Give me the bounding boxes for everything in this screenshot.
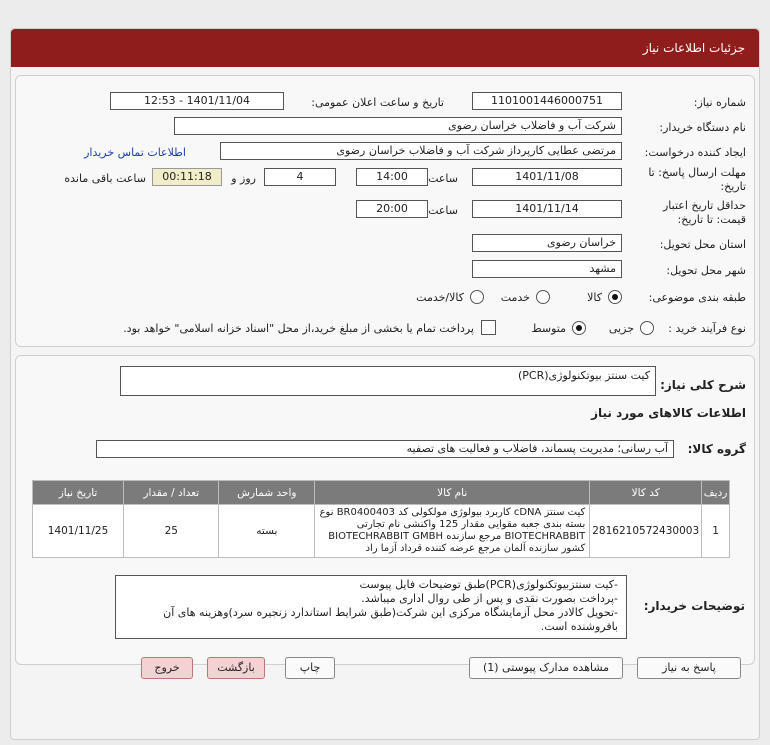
- deadline-time-field: 14:00: [356, 168, 428, 186]
- buyer-org-field: شرکت آب و فاضلاب خراسان رضوی: [174, 117, 622, 135]
- process-option-medium: متوسط: [531, 322, 566, 335]
- process-label: نوع فرآیند خرید :: [668, 322, 746, 335]
- buyer-notes-line: بافروشنده است.: [540, 620, 618, 633]
- header-row-number: ردیف: [702, 481, 730, 505]
- validity-time-label: ساعت: [428, 204, 458, 217]
- buyer-notes-line: -پرداخت بصورت نقدی و پس از طی روال اداری میباشد.: [361, 592, 618, 605]
- category-option-goods-service: کالا/خدمت: [416, 291, 464, 304]
- process-option-minor: جزیی: [608, 322, 634, 335]
- remaining-label: ساعت باقی مانده: [64, 172, 146, 185]
- cell-row-number: 1: [702, 505, 730, 558]
- header-goods-name: نام کالا: [315, 481, 590, 505]
- buyer-notes-label: توضیحات خریدار:: [643, 599, 745, 613]
- goods-info-title: اطلاعات کالاهای مورد نیاز: [591, 406, 746, 420]
- goods-group-label: گروه کالا:: [687, 442, 746, 456]
- deadline-label-2: تاریخ:: [720, 180, 746, 193]
- buyer-notes-box[interactable]: [115, 575, 627, 639]
- reply-button[interactable]: پاسخ به نیاز: [637, 657, 741, 679]
- treasury-payment-note: پرداخت تمام یا بخشی از مبلغ خرید،از محل "اسناد خزانه اسلامی" خواهد بود.: [123, 322, 474, 335]
- goods-table: [32, 480, 730, 558]
- goods-table-header: [33, 481, 730, 505]
- remaining-time-field: 00:11:18: [152, 168, 222, 186]
- category-option-service: خدمت: [500, 291, 530, 304]
- treasury-payment-checkbox[interactable]: [481, 320, 496, 335]
- requester-field: مرتضی عطایی کارپرداز شرکت آب و فاضلاب خراسان رضوی: [220, 142, 622, 160]
- province-label: استان محل تحویل:: [659, 238, 746, 251]
- process-radio-medium[interactable]: [572, 321, 586, 335]
- deadline-label: مهلت ارسال پاسخ: تا: [648, 166, 746, 179]
- deadline-time-label: ساعت: [428, 172, 458, 185]
- header-quantity: تعداد / مقدار: [124, 481, 219, 505]
- need-number-label: شماره نیاز:: [693, 96, 746, 109]
- province-field: خراسان رضوی: [472, 234, 622, 252]
- requester-label: ایجاد کننده درخواست:: [644, 146, 746, 159]
- attachments-button[interactable]: مشاهده مدارک پیوستی (1): [469, 657, 623, 679]
- announce-field: 1401/11/04 - 12:53: [110, 92, 284, 110]
- print-button[interactable]: چاپ: [285, 657, 335, 679]
- validity-label-2: قیمت: تا تاریخ:: [677, 213, 746, 226]
- window-title-text: جزئیات اطلاعات نیاز: [642, 41, 745, 55]
- need-number-field: 1101001446000751: [472, 92, 622, 110]
- city-label: شهر محل تحویل:: [666, 264, 746, 277]
- validity-time-field: 20:00: [356, 200, 428, 218]
- info-panel: [15, 75, 755, 347]
- general-desc-label: شرح کلی نیاز:: [660, 378, 746, 392]
- header-need-date: تاریخ نیاز: [33, 481, 124, 505]
- cell-goods-name: کیت سنتز cDNA کاربرد بیولوژی مولکولی کد BR0400403 نوع بسته بندی جعبه مقوایی مقدار 125 واکنشی نام تجارتی BIOTECHRABBIT مرجع سازنده BIOTECHRABBIT GMBH کشور سازنده آلمان مرجع عرضه کننده قرداد آزما راد: [315, 505, 590, 558]
- general-desc-field: کیت سنتز بیوتکنولوژی(PCR): [120, 366, 656, 396]
- header-goods-code: کد کالا: [590, 481, 702, 505]
- days-field: 4: [264, 168, 336, 186]
- category-radio-goods[interactable]: [608, 290, 622, 304]
- category-radio-goods-service[interactable]: [470, 290, 484, 304]
- table-row: [33, 505, 730, 558]
- buyer-notes-line: -تحویل کالادر محل آزمایشگاه مرکزی این شرکت(طبق شرایط استاندارد زنجیره سرد)وهزینه های آن: [163, 606, 618, 619]
- cell-unit: بسته: [219, 505, 315, 558]
- category-radio-service[interactable]: [536, 290, 550, 304]
- main-frame: [10, 28, 760, 740]
- validity-label: حداقل تاریخ اعتبار: [662, 199, 746, 212]
- category-label: طبقه بندی موضوعی:: [648, 291, 746, 304]
- announce-label: تاریخ و ساعت اعلان عمومی:: [311, 96, 444, 109]
- city-field: مشهد: [472, 260, 622, 278]
- back-button[interactable]: بازگشت: [207, 657, 265, 679]
- cell-quantity: 25: [124, 505, 219, 558]
- window-title: [11, 29, 759, 67]
- exit-button[interactable]: خروج: [141, 657, 193, 679]
- cell-need-date: 1401/11/25: [33, 505, 124, 558]
- deadline-date-field: 1401/11/08: [472, 168, 622, 186]
- category-option-goods: کالا: [587, 291, 602, 304]
- cell-goods-code: 2816210572430003: [590, 505, 702, 558]
- days-label: روز و: [231, 172, 256, 185]
- buyer-notes-line: -کیت سنتزبیوتکنولوژی(PCR)طبق توضیحات فایل پیوست: [359, 578, 618, 591]
- validity-date-field: 1401/11/14: [472, 200, 622, 218]
- buyer-contact-link[interactable]: اطلاعات تماس خریدار: [84, 146, 186, 159]
- process-radio-minor[interactable]: [640, 321, 654, 335]
- header-unit: واحد شمارش: [219, 481, 315, 505]
- goods-group-field: آب رسانی؛ مدیریت پسماند، فاضلاب و فعالیت های تصفیه: [96, 440, 674, 458]
- buyer-org-label: نام دستگاه خریدار:: [659, 121, 746, 134]
